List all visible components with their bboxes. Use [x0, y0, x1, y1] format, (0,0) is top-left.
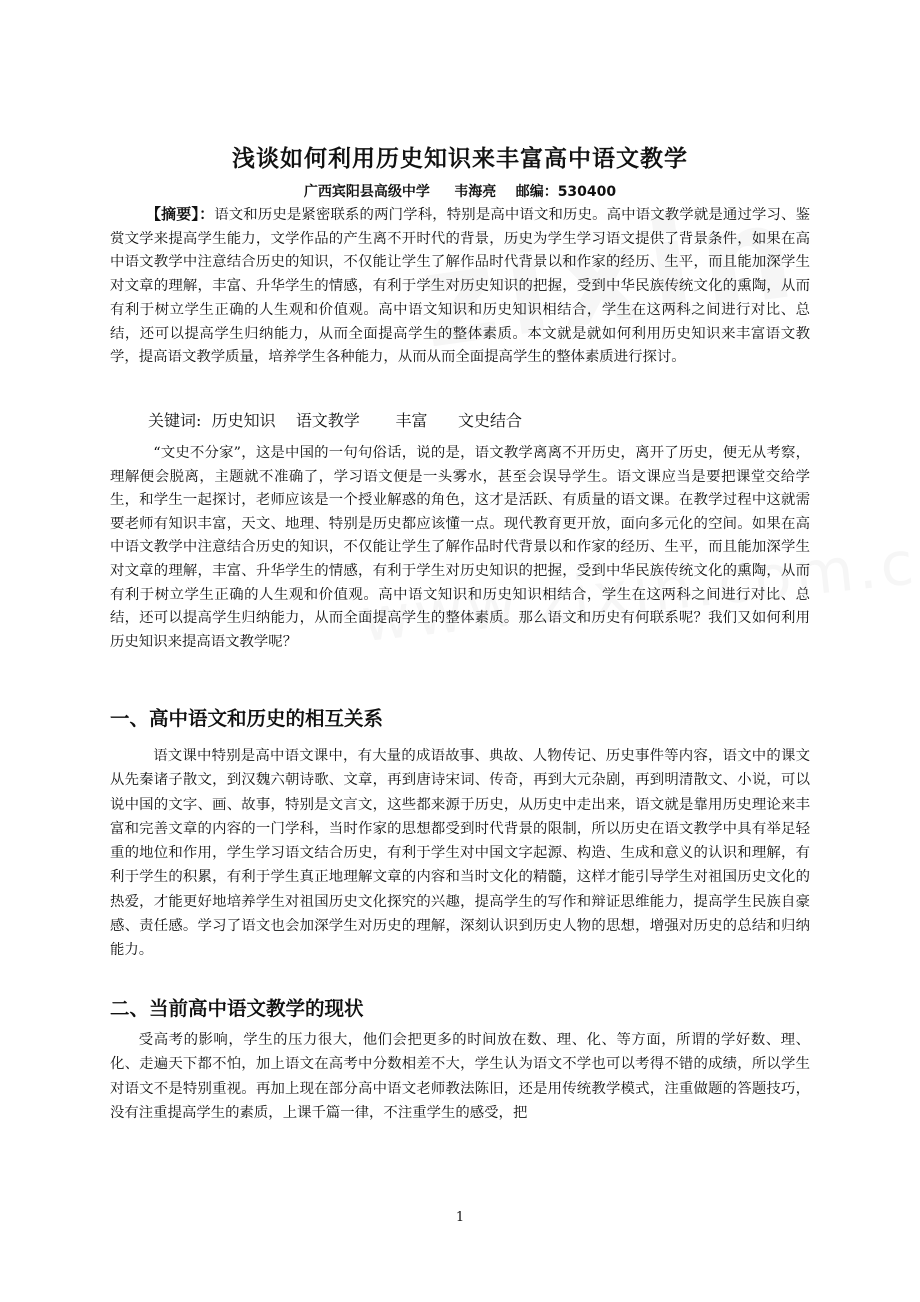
paper-title: 浅谈如何利用历史知识来丰富高中语文教学	[232, 146, 688, 172]
section1-heading: 一、高中语文和历史的相互关系	[110, 707, 384, 730]
section1-paragraph: 语文课中特别是高中语文课中，有大量的成语故事、典故、人物传记、历史事件等内容，语文中的课文从先秦诸子散文，到汉魏六朝诗歌、文章，再到唐诗宋词、传奇，再到大元杂剧，再到明清散文、小说，可以说中国的文字、画、故事，特别是文言文，这些都来源于历史，从历史中走出来，语文就是靠用历史理论来丰富和完善文章的内容的一门学科，当时作家的思想都受到时代背景的限制，所以历史在语文教学中具有举足轻重的地位和作用，学生学习语文结合历史，有利于学生对中国文字起源、构造、生成和意义的认识和理解，有利于学生的积累，有利于学生真正地理解文章的内容和当时文化的精髓，这样才能引导学生对祖国历史文化的热爱，才能更好地培养学生对祖国历史文化探究的兴趣，提高学生的写作和辩证思维能力，提高学生民族自豪感、责任感。学习了语文也会加深学生对历史的理解，深刻认识到历史人物的思想，增强对历史的总结和归纳能力。	[110, 748, 810, 959]
abstract-label: 【摘要】：	[146, 205, 215, 223]
intro-paragraph: “文史不分家”，这是中国的一句句俗话，说的是，语文教学离离不开历史，离开了历史，便无从考察，理解便会脱离，主题就不准确了，学习语文便是一头雾水，甚至会误导学生。语文课应当是要把课堂交给学生，和学生一起探讨，老师应该是一个授业解惑的角色，这才是活跃、有质量的语文课。在教学过程中这就需要老师有知识丰富，天文、地理、特别是历史都应该懂一点。现代教育更开放，面向多元化的空间。如果在高中语文教学中注意结合历史的知识，不仅能让学生了解作品时代背景以和作家的经历、生平，而且能加深学生对文章的理解，丰富、升华学生的情感，有利于学生对历史知识的把握，受到中华民族传统文化的熏陶，从而有利于树立学生正确的人生观和价值观。高中语文知识和历史知识相结合，学生在这两科之间进行对比、总结，还可以提高学生归纳能力，从而全面提高学生的整体素质。那么语文和历史有何联系呢？我们又如何利用历史知识来提高语文教学呢？	[110, 445, 810, 650]
keywords-line: 关键词: 历史知识 语文教学 丰富 文史结合	[148, 411, 523, 430]
section2-heading: 二、当前高中语文教学的现状	[110, 997, 364, 1020]
section2-paragraph: 受高考的影响，学生的压力很大，他们会把更多的时间放在数、理、化、等方面，所谓的学好数、理、化、走遍天下都不怕，加上语文在高考中分数相差不大，学生认为语文不学也可以考得不错的成绩，所以学生对语文不是特别重视。再加上现在部分高中语文老师教法陈旧，还是用传统教学模式，注重做题的答题技巧，没有注重提高学生的素质，上课千篇一律，不注重学生的感受，把	[110, 1032, 810, 1121]
author-byline: 广西宾阳县高级中学 韦海亮 邮编：530400	[303, 184, 617, 200]
abstract	[110, 203, 810, 370]
abstract-text: 语文和历史是紧密联系的两门学科，特别是高中语文和历史。高中语文教学就是通过学习、鉴赏文学来提高学生能力，文学作品的产生离不开时代的背景，历史为学生学习语文提供了背景条件，如果在高中语文教学中注意结合历史的知识，不仅能让学生了解作品时代背景以和作家的经历、生平，而且能加深学生对文章的理解，丰富、升华学生的情感，有利于学生对历史知识的把握，受到中华民族传统文化的熏陶，从而有利于树立学生正确的人生观和价值观。高中语文知识和历史知识相结合，学生在这两科之间进行对比、总结，还可以提高学生归纳能力，从而全面提高学生的整体素质。本文就是就如何利用历史知识来丰富语文教学，提高语文教学质量，培养学生各种能力，从而从而全面提高学生的整体素质进行探讨。	[110, 207, 810, 366]
page-number: 1	[455, 1210, 465, 1225]
